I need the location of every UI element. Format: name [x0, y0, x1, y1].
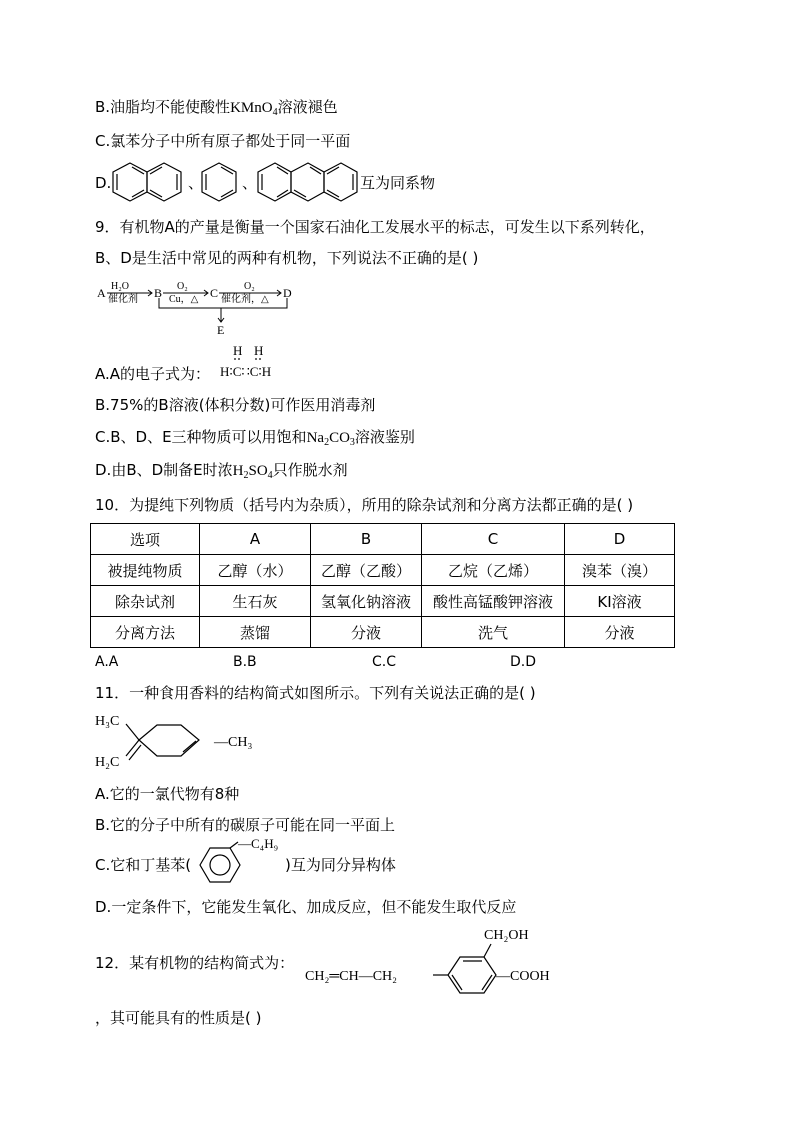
anthracene-structure — [257, 162, 359, 202]
q10-answer-c: C.C — [372, 654, 397, 670]
reagent-o2: O₂ — [177, 281, 188, 292]
table-row: 分离方法 蒸馏 分液 洗气 分液 — [91, 617, 675, 648]
q11-stem: 11．一种食用香料的结构简式如图所示。下列有关说法正确的是( ) — [95, 684, 536, 702]
condition-catalyst-heat: 催化剂，△ — [221, 294, 269, 305]
svg-text:H∶C∷C∶H: H∶C∷C∶H — [220, 364, 272, 379]
q11-structure — [95, 708, 255, 778]
reagent-h2o: H₂O — [111, 281, 129, 292]
q12-tail: ，其可能具有的性质是( ) — [95, 1009, 262, 1027]
q9-option-c: C.B、D、E三种物质可以用饱和$Na_2CO_3$溶液鉴别 — [95, 428, 415, 448]
svg-text:H: H — [254, 343, 264, 358]
q9-stem-line1: 9．有机物A的产量是衡量一个国家石油化工发展水平的标志，可发生以下系列转化， — [95, 218, 655, 236]
q11-option-b: B.它的分子中所有的碳原子可能在同一平面上 — [95, 816, 396, 834]
q12-stem: 12．某有机物的结构简式为： — [95, 954, 295, 972]
q9-stem-line2: B、D是生活中常见的两种有机物，下列说法不正确的是( ) — [95, 249, 479, 267]
svg-text:—C₄H₉: —C₄H₉ — [238, 836, 279, 851]
q8-option-c: C.氯苯分子中所有原子都处于同一平面 — [95, 132, 351, 150]
q10-options-table — [90, 523, 675, 648]
svg-text:CH₂═CH—CH₂: CH₂═CH—CH₂ — [305, 969, 398, 984]
condition-cu-heat: Cu，△ — [169, 294, 199, 305]
q12-structure — [305, 922, 565, 1000]
svg-text:—CH₃: —CH₃ — [214, 735, 253, 750]
compound-c: C — [210, 286, 219, 300]
catalyst-label: 催化剂 — [108, 294, 138, 305]
ethylene-electron-formula — [220, 344, 290, 384]
reagent-o2: O₂ — [244, 281, 255, 292]
q11-option-a: A.它的一氯代物有8种 — [95, 785, 240, 803]
naphthalene-structure — [112, 162, 186, 202]
svg-text:H₃C: H₃C — [95, 714, 120, 729]
benzene-structure — [201, 162, 237, 202]
compound-d: D — [283, 286, 292, 300]
q9-option-d: D.由B、D制备E时浓$H_2SO_4$只作脱水剂 — [95, 461, 348, 481]
svg-text:H: H — [233, 343, 243, 358]
table-row: 被提纯物质 乙醇（水） 乙醇（乙酸） 乙烷（乙烯） 溴苯（溴） — [91, 555, 675, 586]
q10-answer-a: A.A — [95, 654, 119, 670]
q9-option-b: B.75%的B溶液(体积分数)可作医用消毒剂 — [95, 396, 376, 414]
q11-option-c-suffix: )互为同分异构体 — [285, 856, 396, 874]
svg-text:H₂C: H₂C — [95, 755, 120, 770]
q10-answer-b: B.B — [233, 654, 257, 670]
separator: 、 — [188, 174, 204, 192]
q8-option-b: B.油脂均不能使酸性KMnO$_4$溶液褪色 — [95, 98, 338, 118]
table-row: 选项 A B C D — [91, 524, 675, 555]
q9-reaction-scheme — [97, 280, 297, 336]
compound-a: A — [97, 286, 106, 300]
q10-answer-d: D.D — [510, 654, 537, 670]
svg-text:—COOH: —COOH — [496, 969, 550, 984]
q11-option-d: D.一定条件下，它能发生氧化、加成反应，但不能发生取代反应 — [95, 898, 517, 916]
q10-stem: 10．为提纯下列物质（括号内为杂质），所用的除杂试剂和分离方法都正确的是( ) — [95, 496, 634, 514]
svg-text:CH₂OH: CH₂OH — [484, 928, 529, 943]
separator: 、 — [242, 174, 258, 192]
compound-b: B — [154, 286, 163, 300]
butylbenzene-structure — [198, 836, 286, 885]
compound-e: E — [217, 323, 225, 337]
q11-option-c-prefix: C.它和丁基苯( — [95, 856, 192, 874]
q9-option-a-prefix: A.A的电子式为： — [95, 365, 211, 383]
q8-option-d-prefix: D. — [95, 174, 112, 192]
table-row: 除杂试剂 生石灰 氢氧化钠溶液 酸性高锰酸钾溶液 KI溶液 — [91, 586, 675, 617]
q8-option-d-suffix: 互为同系物 — [360, 174, 436, 192]
